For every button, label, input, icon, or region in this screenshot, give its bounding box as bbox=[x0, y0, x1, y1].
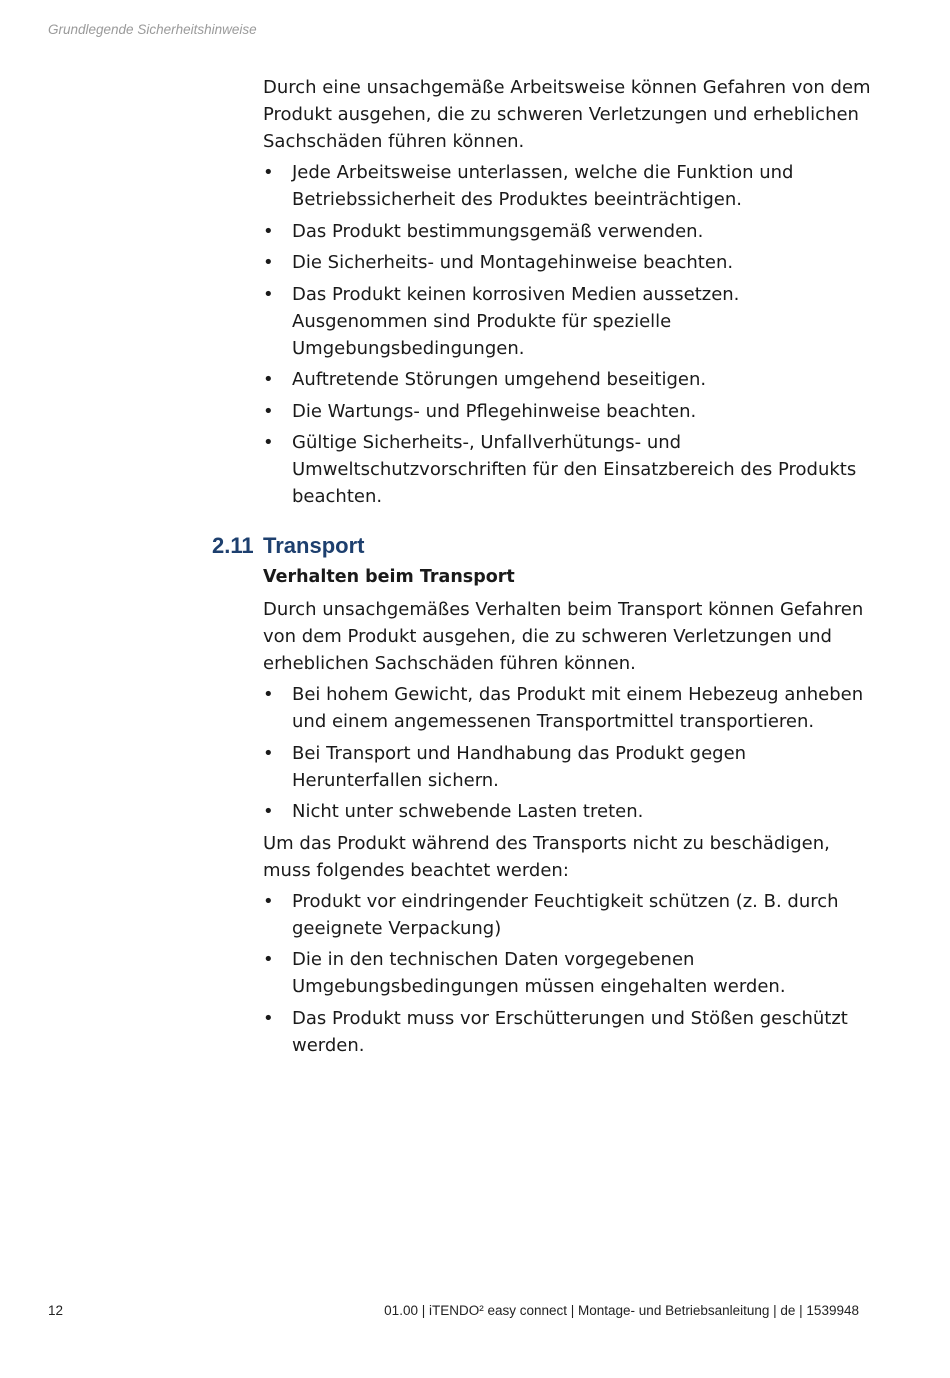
list-item: • Jede Arbeitsweise unterlassen, welche die Funktion und Betriebssicherheit des Produktes beeinträchtigen. bbox=[263, 159, 875, 213]
subheading: Verhalten beim Transport bbox=[263, 567, 515, 587]
transport-intro-paragraph: Durch unsachgemäßes Verhalten beim Transport können Gefahren von dem Produkt ausgehen, die zu schweren Verletzungen und erheblichen Sachschäden führen können. bbox=[263, 599, 864, 674]
bullet-icon: • bbox=[263, 742, 274, 764]
list-item: • Die in den technischen Daten vorgegebenen Umgebungsbedingungen müssen eingehalten werden. bbox=[263, 946, 875, 1000]
footer-doc-info: 01.00 | iTENDO² easy connect | Montage- und Betriebsanleitung | de | 1539948 bbox=[384, 1303, 859, 1318]
section-number: 2.11 bbox=[212, 533, 254, 558]
list-item: • Die Wartungs- und Pflegehinweise beachten. bbox=[263, 398, 875, 425]
list-item: • Bei Transport und Handhabung das Produkt gegen Herunterfallen sichern. bbox=[263, 740, 875, 794]
list-item: • Nicht unter schwebende Lasten treten. bbox=[263, 798, 875, 825]
transport-paragraph: Um das Produkt während des Transports nicht zu beschädigen, muss folgendes beachtet werden: bbox=[263, 832, 830, 881]
bullet-icon: • bbox=[263, 283, 274, 305]
bullet-icon: • bbox=[263, 162, 274, 183]
bullet-icon: • bbox=[263, 369, 274, 390]
list-item: • Gültige Sicherheits-, Unfallverhütungs- und Umweltschutzvorschriften für den Einsatzbereich des Produkts beachten. bbox=[263, 429, 875, 510]
bullet-icon: • bbox=[263, 684, 274, 705]
intro-paragraph: Durch eine unsachgemäße Arbeitsweise können Gefahren von dem Produkt ausgehen, die zu schweren Verletzungen und erheblichen Sachschäden führen können. bbox=[263, 77, 871, 152]
bullet-icon: • bbox=[263, 400, 274, 422]
list-item: • Das Produkt muss vor Erschütterungen und Stößen geschützt werden. bbox=[263, 1005, 875, 1059]
bullet-icon: • bbox=[263, 949, 274, 970]
list-item: • Das Produkt bestimmungsgemäß verwenden. bbox=[263, 218, 875, 245]
section-heading bbox=[212, 532, 875, 560]
bullet-icon: • bbox=[263, 890, 274, 912]
bullet-icon: • bbox=[263, 220, 274, 242]
list-item: • Produkt vor eindringender Feuchtigkeit schützen (z. B. durch geeignete Verpackung) bbox=[263, 888, 875, 942]
section-title: Transport bbox=[263, 533, 365, 558]
page-number: 12 bbox=[48, 1303, 64, 1318]
bullet-icon: • bbox=[263, 801, 274, 822]
list-item: • Auftretende Störungen umgehend beseitigen. bbox=[263, 366, 875, 393]
transport-protection-list bbox=[263, 888, 875, 1059]
safety-bullet-list bbox=[263, 159, 875, 510]
list-item: • Das Produkt keinen korrosiven Medien aussetzen. Ausgenommen sind Produkte für spezielle Umgebungsbedingungen. bbox=[263, 281, 875, 362]
bullet-icon: • bbox=[263, 432, 274, 453]
list-item: • Bei hohem Gewicht, das Produkt mit einem Hebezeug anheben und einem angemessenen Transportmittel transportieren. bbox=[263, 681, 875, 735]
bullet-icon: • bbox=[263, 252, 274, 273]
list-item: • Die Sicherheits- und Montagehinweise beachten. bbox=[263, 249, 875, 276]
page-content bbox=[212, 74, 875, 1063]
transport-bullet-list bbox=[263, 681, 875, 825]
running-header: Grundlegende Sicherheitshinweise bbox=[48, 22, 257, 37]
bullet-icon: • bbox=[263, 1007, 274, 1029]
